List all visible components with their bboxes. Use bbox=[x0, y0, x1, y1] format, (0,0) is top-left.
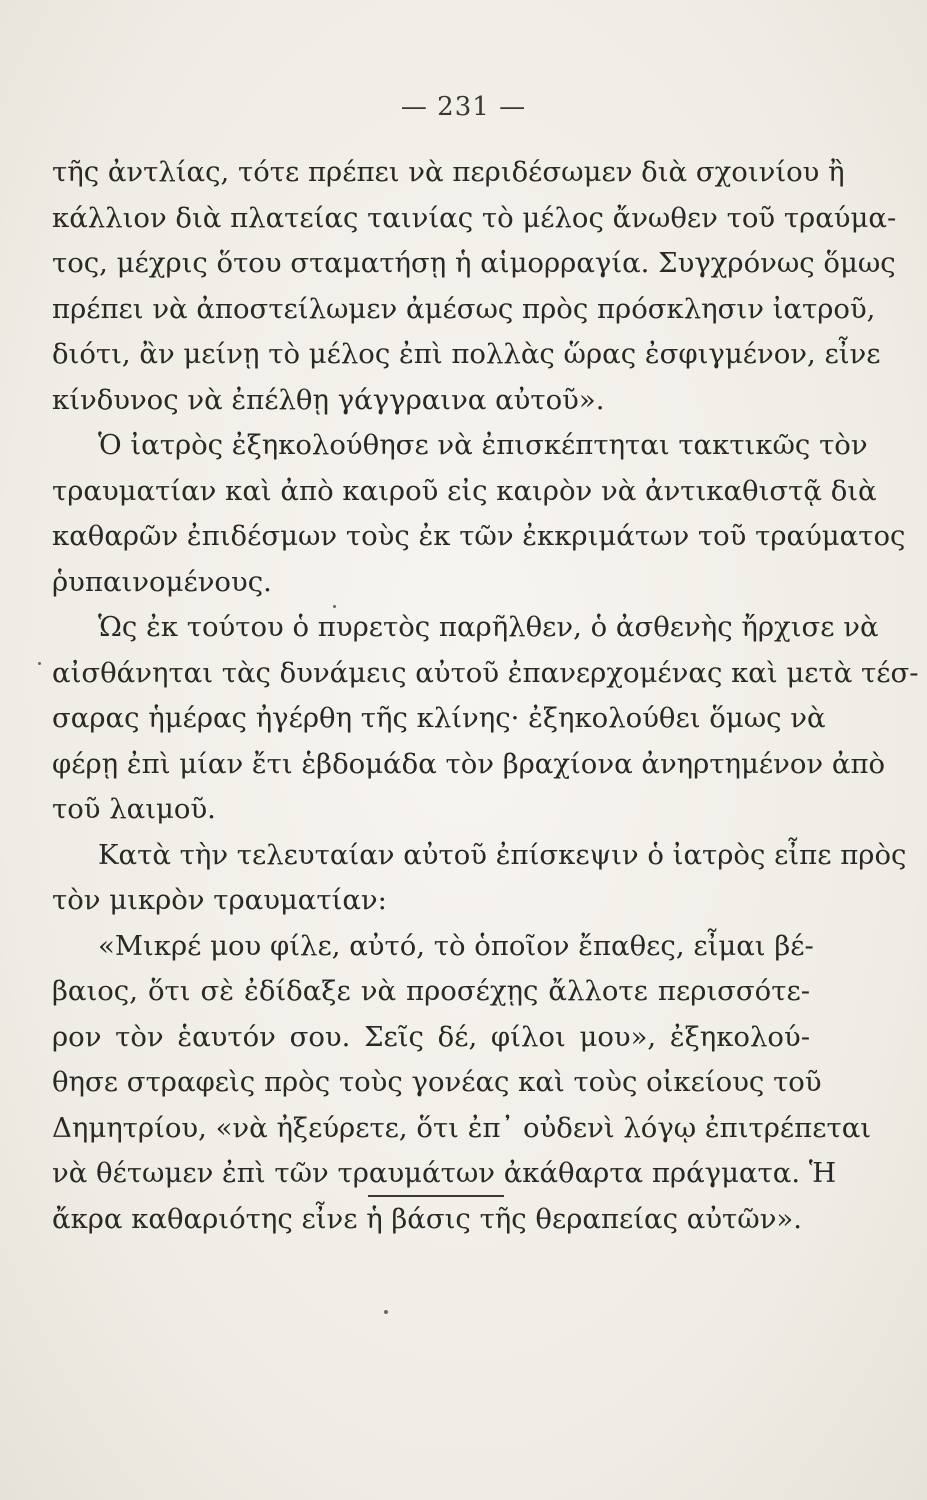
text-line: κάλλιον διὰ πλατείας ταινίας τὸ μέλος ἄνωθεν τοῦ τραύμα- bbox=[52, 201, 897, 234]
text-line: τραυματίαν καὶ ἀπὸ καιροῦ εἰς καιρὸν νὰ ἀντικαθιστᾷ διὰ bbox=[52, 474, 877, 507]
text-line: διότι, ἂν μείνῃ τὸ μέλος ἐπὶ πολλὰς ὥρας ἐσφιγμένον, εἶνε bbox=[52, 338, 881, 370]
section-divider-rule bbox=[368, 1195, 504, 1197]
text-line: βαιος, ὅτι σὲ ἐδίδαξε νὰ προσέχῃς ἄλλοτε περισσότε- bbox=[52, 975, 810, 1007]
text-line: «Μικρέ μου φίλε, αὐτό, τὸ ὁποῖον ἔπαθες, εἶμαι βέ- bbox=[98, 929, 814, 962]
text-line: Δημητρίου, «νὰ ἠξεύρετε, ὅτι ἐπ᾽ οὐδενὶ λόγῳ ἐπιτρέπεται bbox=[52, 1111, 872, 1144]
text-line: τῆς ἀντλίας, τότε πρέπει νὰ περιδέσωμεν διὰ σχοινίου ἢ bbox=[52, 156, 845, 188]
text-line: φέρῃ ἐπὶ μίαν ἔτι ἑβδομάδα τὸν βραχίονα ἀνηρτημένον ἀπὸ bbox=[52, 747, 886, 780]
text-line: σαρας ἡμέρας ἠγέρθη τῆς κλίνης· ἐξηκολούθει ὅμως νὰ bbox=[52, 702, 826, 734]
text-line: κίνδυνος νὰ ἐπέλθῃ γάγγραινα αὐτοῦ». bbox=[52, 383, 605, 416]
text-line: τος, μέχρις ὅτου σταματήσῃ ἡ αἱμορραγία. Συγχρόνως ὅμως bbox=[52, 247, 896, 279]
text-line: καθαρῶν ἐπιδέσμων τοὺς ἐκ τῶν ἐκκριμάτων τοῦ τραύματος bbox=[52, 520, 906, 552]
text-line: τὸν μικρὸν τραυματίαν: bbox=[52, 884, 387, 916]
text-line: Κατὰ τὴν τελευταίαν αὐτοῦ ἐπίσκεψιν ὁ ἰατρὸς εἶπε πρὸς bbox=[98, 838, 907, 871]
text-line: νὰ θέτωμεν ἐπὶ τῶν τραυμάτων ἀκάθαρτα πράγματα. Ἡ bbox=[52, 1157, 837, 1189]
text-line: τοῦ λαιμοῦ. bbox=[52, 793, 216, 825]
text-line: ρον τὸν ἑαυτόν σου. Σεῖς δέ, φίλοι μου», ἐξηκολού- bbox=[52, 1020, 810, 1053]
page-number: — 231 — bbox=[400, 92, 527, 122]
body-text bbox=[52, 150, 919, 1242]
ink-speck bbox=[333, 605, 336, 608]
text-line: θησε στραφεὶς πρὸς τοὺς γονέας καὶ τοὺς οἰκείους τοῦ bbox=[52, 1066, 822, 1098]
ink-speck bbox=[38, 662, 41, 665]
ink-speck bbox=[384, 1310, 388, 1314]
text-line: Ὁ ἰατρὸς ἐξηκολούθησε νὰ ἐπισκέπτηται τακτικῶς τὸν bbox=[98, 429, 868, 461]
text-line: πρέπει νὰ ἀποστείλωμεν ἀμέσως πρὸς πρόσκλησιν ἰατροῦ, bbox=[52, 292, 876, 325]
text-line: ῥυπαινομένους. bbox=[52, 565, 272, 598]
text-line: αἰσθάνηται τὰς δυνάμεις αὐτοῦ ἐπανερχομένας καὶ μετὰ τέσ- bbox=[52, 656, 919, 689]
text-line: ἄκρα καθαριότης εἶνε ἡ βάσις τῆς θεραπείας αὐτῶν». bbox=[52, 1202, 802, 1235]
text-line: Ὡς ἐκ τούτου ὁ πυρετὸς παρῆλθεν, ὁ ἀσθενὴς ἤρχισε νὰ bbox=[98, 611, 879, 643]
